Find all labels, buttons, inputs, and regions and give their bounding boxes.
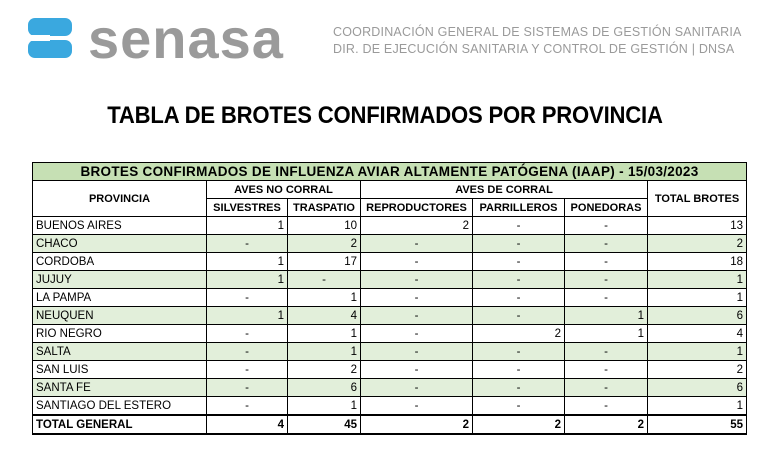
cell-traspatio: 1 <box>288 397 361 416</box>
cell-reproductores: - <box>361 343 473 361</box>
cell-traspatio: - <box>288 271 361 289</box>
table-row <box>33 289 747 307</box>
header-aves-no-corral: AVES NO CORRAL <box>207 181 361 199</box>
cell-total-parrilleros: 2 <box>473 415 565 434</box>
org-line-2: DIR. DE EJECUCIÓN SANITARIA Y CONTROL DE GESTIÓN | DNSA <box>333 42 735 56</box>
cell-total: 6 <box>648 379 747 397</box>
table-row <box>33 235 747 253</box>
total-row <box>33 415 747 434</box>
cell-silvestres: - <box>207 235 288 253</box>
cell-total: 2 <box>648 361 747 379</box>
cell-ponedoras: - <box>565 217 648 235</box>
cell-ponedoras: - <box>565 271 648 289</box>
cell-parrilleros: - <box>473 235 565 253</box>
table-row <box>33 343 747 361</box>
cell-provincia: CORDOBA <box>33 253 207 271</box>
header-total-brotes: TOTAL BROTES <box>648 181 747 217</box>
table-body <box>33 217 747 435</box>
cell-total-traspatio: 45 <box>288 415 361 434</box>
cell-parrilleros: - <box>473 397 565 416</box>
cell-traspatio: 2 <box>288 361 361 379</box>
cell-parrilleros: - <box>473 289 565 307</box>
org-line-1: COORDINACIÓN GENERAL DE SISTEMAS DE GESTIÓN SANITARIA <box>333 25 742 39</box>
header-provincia: PROVINCIA <box>33 181 207 217</box>
cell-parrilleros: - <box>473 307 565 325</box>
cell-silvestres: - <box>207 289 288 307</box>
cell-parrilleros: - <box>473 343 565 361</box>
cell-total: 1 <box>648 271 747 289</box>
cell-total-label: TOTAL GENERAL <box>33 415 207 434</box>
header-silvestres: SILVESTRES <box>207 199 288 217</box>
cell-silvestres: 1 <box>207 271 288 289</box>
cell-total-silvestres: 4 <box>207 415 288 434</box>
cell-ponedoras: 1 <box>565 307 648 325</box>
cell-reproductores: - <box>361 379 473 397</box>
cell-silvestres: - <box>207 397 288 416</box>
cell-reproductores: - <box>361 325 473 343</box>
cell-total: 2 <box>648 235 747 253</box>
cell-ponedoras: - <box>565 253 648 271</box>
cell-parrilleros: - <box>473 271 565 289</box>
cell-total: 4 <box>648 325 747 343</box>
header-aves-de-corral: AVES DE CORRAL <box>361 181 648 199</box>
cell-reproductores: - <box>361 397 473 416</box>
cell-ponedoras: - <box>565 397 648 416</box>
cell-provincia: SANTIAGO DEL ESTERO <box>33 397 207 416</box>
header-ponedoras: PONEDORAS <box>565 199 648 217</box>
cell-provincia: SALTA <box>33 343 207 361</box>
table-row <box>33 217 747 235</box>
cell-total: 13 <box>648 217 747 235</box>
cell-silvestres: - <box>207 343 288 361</box>
cell-parrilleros: 2 <box>473 325 565 343</box>
header-parrilleros: PARRILLEROS <box>473 199 565 217</box>
cell-reproductores: 2 <box>361 217 473 235</box>
cell-provincia: RIO NEGRO <box>33 325 207 343</box>
cell-parrilleros: - <box>473 379 565 397</box>
cell-reproductores: - <box>361 271 473 289</box>
cell-total: 1 <box>648 289 747 307</box>
cell-total: 18 <box>648 253 747 271</box>
cell-provincia: BUENOS AIRES <box>33 217 207 235</box>
table-row <box>33 361 747 379</box>
cell-silvestres: 1 <box>207 217 288 235</box>
cell-traspatio: 1 <box>288 343 361 361</box>
cell-provincia: SAN LUIS <box>33 361 207 379</box>
cell-reproductores: - <box>361 307 473 325</box>
cell-total-reproductores: 2 <box>361 415 473 434</box>
cell-silvestres: 1 <box>207 307 288 325</box>
cell-provincia: JUJUY <box>33 271 207 289</box>
cell-parrilleros: - <box>473 253 565 271</box>
cell-silvestres: - <box>207 379 288 397</box>
header <box>0 0 770 80</box>
cell-traspatio: 17 <box>288 253 361 271</box>
cell-total-ponedoras: 2 <box>565 415 648 434</box>
cell-traspatio: 10 <box>288 217 361 235</box>
cell-ponedoras: - <box>565 289 648 307</box>
cell-provincia: SANTA FE <box>33 379 207 397</box>
page-title: TABLA DE BROTES CONFIRMADOS POR PROVINCIA <box>107 102 663 129</box>
cell-traspatio: 2 <box>288 235 361 253</box>
cell-parrilleros: - <box>473 217 565 235</box>
cell-total: 1 <box>648 343 747 361</box>
table-row <box>33 325 747 343</box>
cell-silvestres: - <box>207 361 288 379</box>
cell-parrilleros: - <box>473 361 565 379</box>
table-banner: BROTES CONFIRMADOS DE INFLUENZA AVIAR ALTAMENTE PATÓGENA (IAAP) - 15/03/2023 <box>33 163 747 181</box>
cell-silvestres: - <box>207 325 288 343</box>
table-row <box>33 271 747 289</box>
cell-traspatio: 1 <box>288 325 361 343</box>
table-row <box>33 397 747 416</box>
cell-traspatio: 1 <box>288 289 361 307</box>
cell-ponedoras: - <box>565 343 648 361</box>
cell-ponedoras: - <box>565 361 648 379</box>
cell-traspatio: 6 <box>288 379 361 397</box>
table-row <box>33 379 747 397</box>
cell-provincia: NEUQUEN <box>33 307 207 325</box>
table-row <box>33 253 747 271</box>
cell-reproductores: - <box>361 361 473 379</box>
cell-ponedoras: - <box>565 235 648 253</box>
cell-reproductores: - <box>361 253 473 271</box>
cell-total: 6 <box>648 307 747 325</box>
cell-reproductores: - <box>361 289 473 307</box>
cell-traspatio: 4 <box>288 307 361 325</box>
cell-ponedoras: - <box>565 379 648 397</box>
senasa-logo-icon <box>28 18 72 60</box>
cell-ponedoras: 1 <box>565 325 648 343</box>
header-reproductores: REPRODUCTORES <box>361 199 473 217</box>
cell-provincia: LA PAMPA <box>33 289 207 307</box>
cell-reproductores: - <box>361 235 473 253</box>
cell-silvestres: 1 <box>207 253 288 271</box>
header-traspatio: TRASPATIO <box>288 199 361 217</box>
cell-total: 1 <box>648 397 747 416</box>
cell-provincia: CHACO <box>33 235 207 253</box>
brand-name: senasa <box>88 7 284 70</box>
table-row <box>33 307 747 325</box>
cell-grand-total: 55 <box>648 415 747 434</box>
organization-lines <box>333 24 742 58</box>
outbreaks-table <box>32 162 747 435</box>
